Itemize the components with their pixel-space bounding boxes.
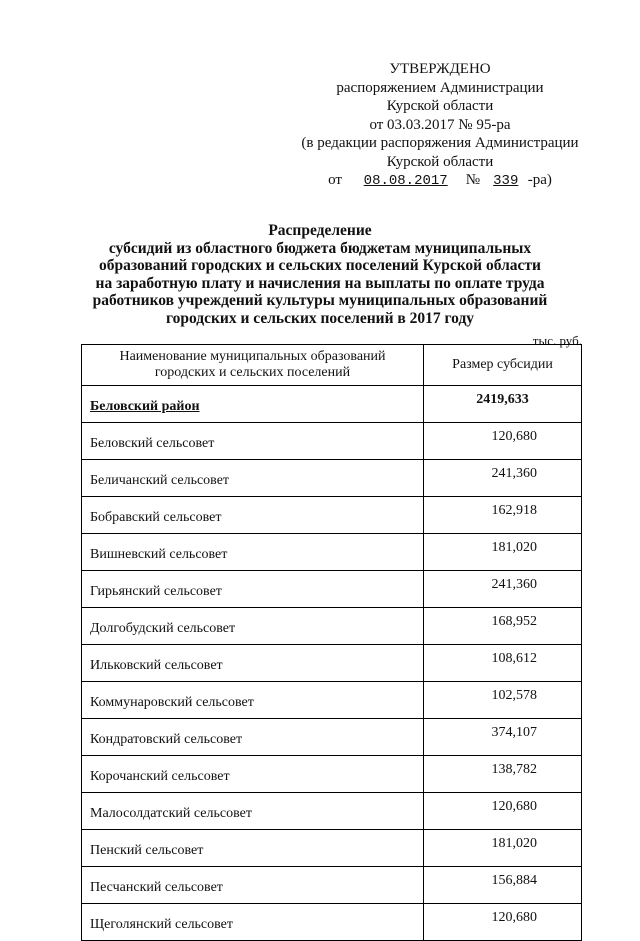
settlement-name: Вишневский сельсовет [82, 534, 424, 571]
subsidy-amount: 120,680 [424, 793, 582, 830]
approval-block [290, 60, 590, 191]
table-row [82, 830, 582, 867]
title-line: на заработную плату и начисления на выплаты по оплате труда [95, 274, 545, 292]
approval-line: распоряжением Администрации [336, 79, 544, 96]
header-name [82, 345, 424, 386]
subsidy-amount: 120,680 [424, 423, 582, 460]
subsidy-amount: 162,918 [424, 497, 582, 534]
subsidy-amount: 374,107 [424, 719, 582, 756]
header-name-line: городских и сельских поселений [154, 365, 351, 380]
settlement-name: Песчанский сельсовет [82, 867, 424, 904]
table-row [82, 719, 582, 756]
header-amount: Размер субсидии [424, 345, 582, 386]
date-fill: 08.08.2017 [363, 173, 448, 189]
district-name: Беловский район [82, 386, 424, 423]
subsidy-amount: 102,578 [424, 682, 582, 719]
document-title [50, 222, 590, 328]
settlement-name: Пенский сельсовет [82, 830, 424, 867]
table-row [82, 867, 582, 904]
number-fill: 339 [493, 173, 519, 189]
number-suffix: -ра) [527, 172, 552, 188]
table-row [82, 756, 582, 793]
approval-line: Курской области [386, 153, 494, 170]
subsidy-table [81, 344, 582, 941]
subsidy-amount: 156,884 [424, 867, 582, 904]
approval-line: (в редакции распоряжения Администрации [301, 135, 579, 151]
subsidy-amount: 181,020 [424, 830, 582, 867]
approval-line: от 03.03.2017 № 95-ра [369, 116, 511, 133]
from-label: от [328, 172, 342, 188]
settlement-name: Долгобудский сельсовет [82, 608, 424, 645]
subsidy-amount: 241,360 [424, 571, 582, 608]
subsidy-amount: 181,020 [424, 534, 582, 571]
approval-line: Курской области [386, 98, 494, 114]
title-line: городских и сельских поселений в 2017 году [165, 309, 475, 327]
table-row [82, 534, 582, 571]
units-label: тыс. руб. [532, 333, 582, 348]
settlement-name: Малосолдатский сельсовет [82, 793, 424, 830]
table-row [82, 793, 582, 830]
settlement-name: Ильковский сельсовет [82, 645, 424, 682]
district-row [82, 386, 582, 423]
table-row [82, 682, 582, 719]
table-row [82, 608, 582, 645]
title-line: Распределение [268, 222, 372, 239]
title-line: работников учреждений культуры муниципальных образований [92, 292, 548, 310]
subsidy-amount: 138,782 [424, 756, 582, 793]
settlement-name: Щеголянский сельсовет [82, 904, 424, 941]
table-row [82, 645, 582, 682]
settlement-name: Корочанский сельсовет [82, 756, 424, 793]
table-row [82, 460, 582, 497]
settlement-name: Бобравский сельсовет [82, 497, 424, 534]
settlement-name: Гирьянский сельсовет [82, 571, 424, 608]
subsidy-amount: 120,680 [424, 904, 582, 941]
table-row [82, 423, 582, 460]
table-header-row [82, 345, 582, 386]
number-label: № [465, 172, 480, 188]
title-line: субсидий из областного бюджета бюджетам муниципальных [108, 239, 532, 257]
settlement-name: Кондратовский сельсовет [82, 719, 424, 756]
header-name-line: Наименование муниципальных образований [119, 349, 386, 364]
settlement-name: Беличанский сельсовет [82, 460, 424, 497]
approval-heading: УТВЕРЖДЕНО [389, 61, 491, 77]
approval-edition-line [290, 171, 590, 191]
title-line: образований городских и сельских поселений Курской области [99, 257, 541, 275]
settlement-name: Беловский сельсовет [82, 423, 424, 460]
subsidy-amount: 168,952 [424, 608, 582, 645]
table-row [82, 904, 582, 941]
settlement-name: Коммунаровский сельсовет [82, 682, 424, 719]
table-row [82, 497, 582, 534]
subsidy-amount: 108,612 [424, 645, 582, 682]
subsidy-amount: 241,360 [424, 460, 582, 497]
district-amount: 2419,633 [424, 386, 582, 423]
table-row [82, 571, 582, 608]
